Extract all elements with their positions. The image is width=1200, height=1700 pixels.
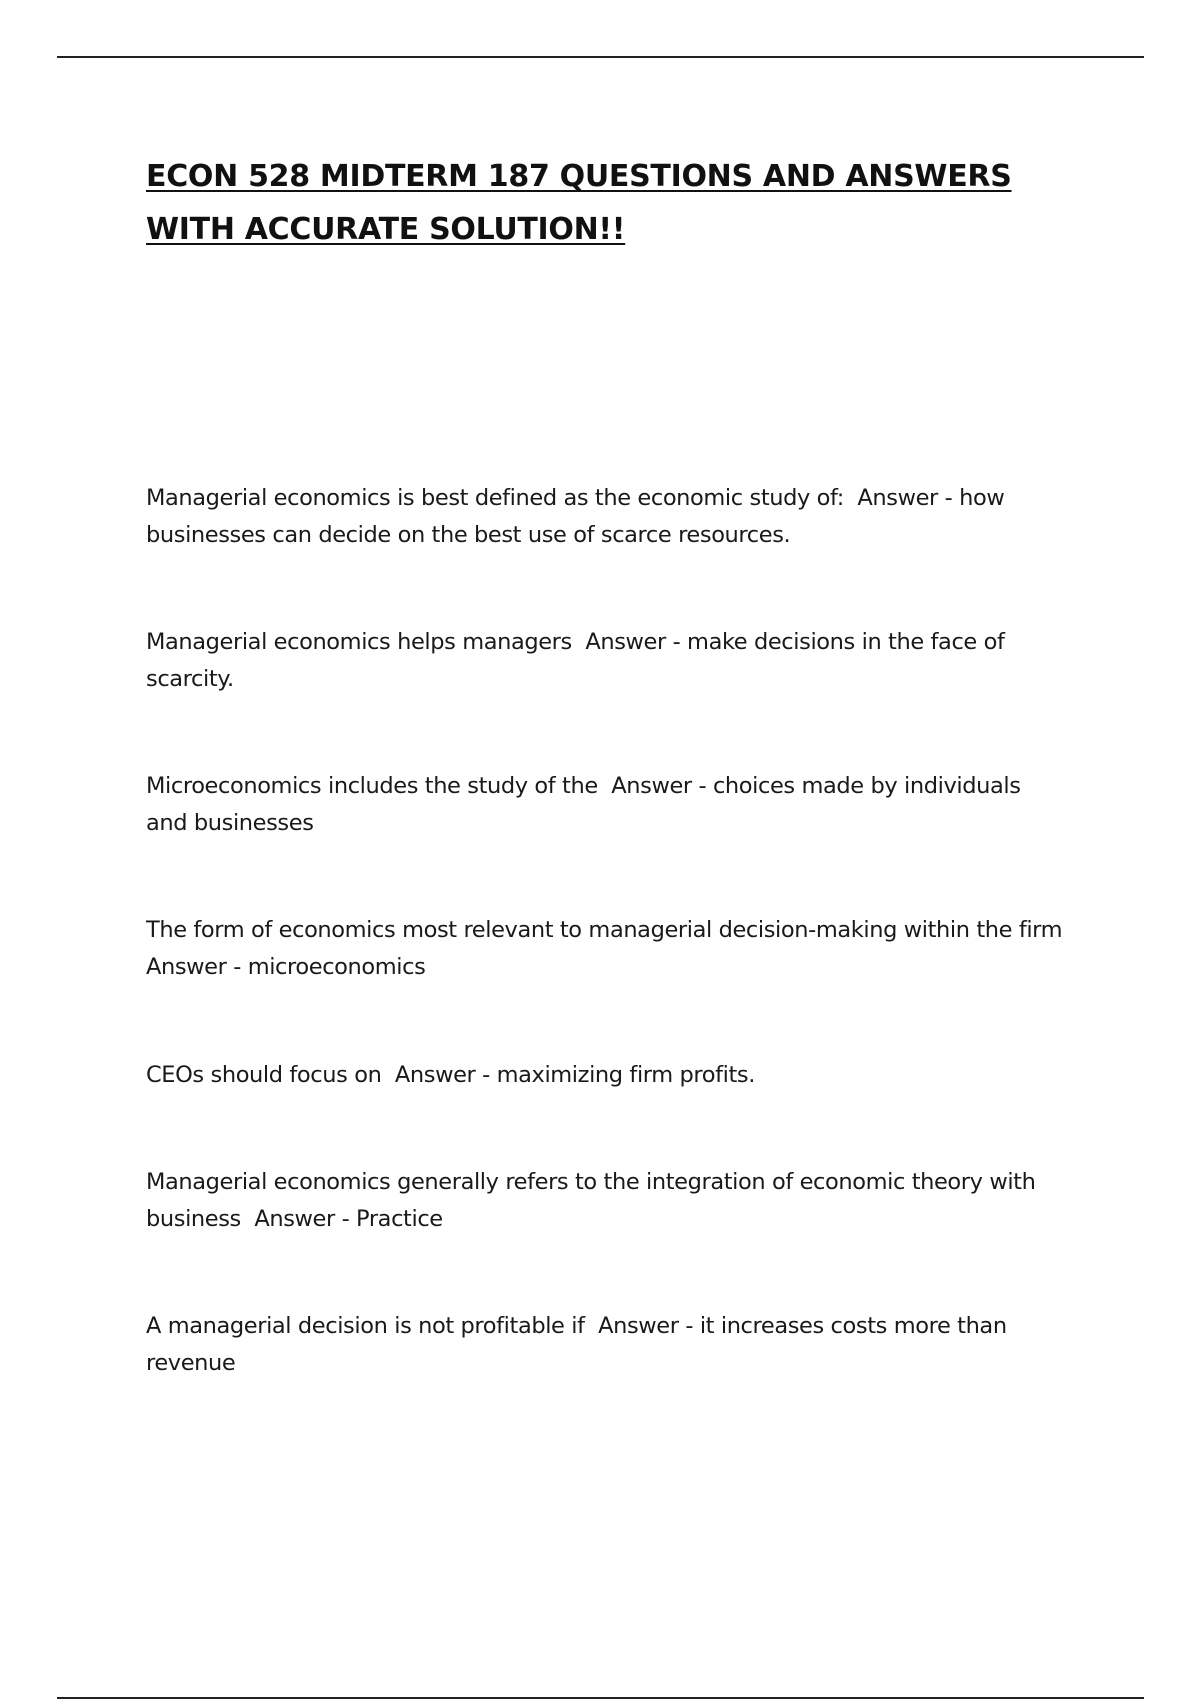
qa-item: A managerial decision is not profitable if Answer - it increases costs more than revenue [146,1313,1014,1376]
qa-item: Managerial economics helps managers Answer - make decisions in the face of scarcity. [146,629,1012,692]
bottom-rule [57,1697,1144,1699]
document-title [146,150,1086,256]
qa-item: Managerial economics generally refers to the integration of economic theory with business Answer - Practice [146,1169,1043,1232]
title-line-1: ECON 528 MIDTERM 187 QUESTIONS AND ANSWERS [146,159,1012,194]
title-line-2: WITH ACCURATE SOLUTION!! [146,212,626,247]
top-rule [57,56,1144,58]
qa-item: Managerial economics is best defined as the economic study of: Answer - how businesses can decide on the best use of scarce resources. [146,485,1012,548]
qa-item: CEOs should focus on Answer - maximizing firm profits. [146,1062,755,1088]
qa-item: The form of economics most relevant to managerial decision-making within the firm Answer - microeconomics [146,917,1076,980]
qa-item: Microeconomics includes the study of the Answer - choices made by individuals and businesses [146,773,1028,836]
